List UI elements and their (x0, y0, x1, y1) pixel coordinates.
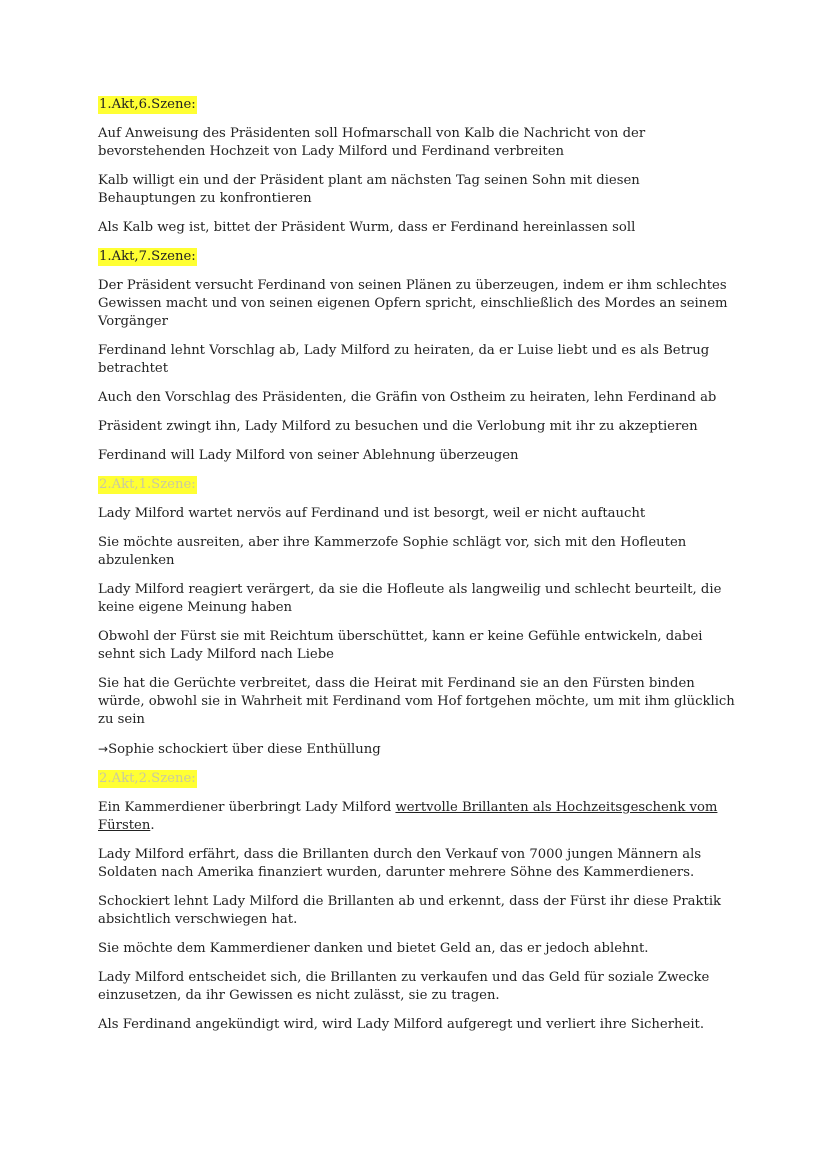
section-heading-wrap (98, 248, 738, 266)
paragraph: Kalb willigt ein und der Präsident plant am nächsten Tag seinen Sohn mit diesen Behauptungen zu konfrontieren (98, 173, 640, 206)
paragraph (98, 799, 738, 835)
paragraph: Lady Milford entscheidet sich, die Brillanten zu verkaufen und das Geld für soziale Zwecke einzusetzen, da ihr Gewissen es nicht zulässt, sie zu tragen. (98, 970, 710, 1003)
section-heading-wrap (98, 96, 738, 114)
paragraph: Präsident zwingt ihn, Lady Milford zu besuchen und die Verlobung mit ihr zu akzeptieren (98, 419, 698, 434)
paragraph: Lady Milford reagiert verärgert, da sie die Hofleute als langweilig und schlecht beurteilt, die keine eigene Meinung haben (98, 582, 722, 615)
paragraph: Schockiert lehnt Lady Milford die Brillanten ab und erkennt, dass der Fürst ihr diese Praktik absichtlich verschwiegen hat. (98, 894, 722, 927)
paragraph: Als Kalb weg ist, bittet der Präsident Wurm, dass er Ferdinand hereinlassen soll (98, 220, 636, 235)
section-heading-wrap (98, 770, 738, 788)
paragraph: Obwohl der Fürst sie mit Reichtum überschüttet, kann er keine Gefühle entwickeln, dabei sehnt sich Lady Milford nach Liebe (98, 629, 703, 662)
paragraph: Der Präsident versucht Ferdinand von seinen Plänen zu überzeugen, indem er ihm schlechtes Gewissen macht und von seinen eigenen Opfern spricht, einschließlich des Mordes an seinem Vorgänger (98, 278, 728, 329)
arrow-right-icon: → (98, 742, 109, 756)
paragraph: Auf Anweisung des Präsidenten soll Hofmarschall von Kalb die Nachricht von der bevorstehenden Hochzeit von Lady Milford und Ferdinand verbreiten (98, 126, 646, 159)
section-heading-wrap (98, 476, 738, 494)
paragraph-text: . (150, 818, 155, 833)
document-page (98, 96, 738, 1045)
paragraph: Sie hat die Gerüchte verbreitet, dass die Heirat mit Ferdinand sie an den Fürsten binden würde, obwohl sie in Wahrheit mit Ferdinand vom Hof fortgehen möchte, um mit ihm glücklich zu sein (98, 676, 735, 727)
paragraph: Als Ferdinand angekündigt wird, wird Lady Milford aufgeregt und verliert ihre Sicherheit. (98, 1017, 705, 1032)
paragraph: Ferdinand will Lady Milford von seiner Ablehnung überzeugen (98, 448, 519, 463)
paragraph: Lady Milford erfährt, dass die Brillanten durch den Verkauf von 7000 jungen Männern als Soldaten nach Amerika finanziert wurden, darunter mehrere Söhne des Kammerdieners. (98, 847, 702, 880)
paragraph: Sie möchte ausreiten, aber ihre Kammerzofe Sophie schlägt vor, sich mit den Hofleuten abzulenken (98, 535, 687, 568)
section-heading: 2.Akt,1.Szene: (99, 477, 196, 492)
paragraph: Ferdinand lehnt Vorschlag ab, Lady Milford zu heiraten, da er Luise liebt und es als Betrug betrachtet (98, 343, 710, 376)
paragraph: Lady Milford wartet nervös auf Ferdinand und ist besorgt, weil er nicht auftaucht (98, 506, 646, 521)
arrow-note (98, 740, 738, 759)
underlined-text: wertvolle Brillanten als Hochzeitsgeschenk vom Fürsten (98, 800, 718, 833)
arrow-note-text: Sophie schockiert über diese Enthüllung (108, 742, 381, 757)
paragraph: Auch den Vorschlag des Präsidenten, die Gräfin von Ostheim zu heiraten, lehn Ferdinand ab (98, 390, 717, 405)
section-heading: 2.Akt,2.Szene: (99, 771, 196, 786)
paragraph-text: Ein Kammerdiener überbringt Lady Milford (98, 800, 396, 815)
paragraph: Sie möchte dem Kammerdiener danken und bietet Geld an, das er jedoch ablehnt. (98, 941, 649, 956)
section-heading: 1.Akt,6.Szene: (99, 97, 196, 112)
section-heading: 1.Akt,7.Szene: (99, 249, 196, 264)
